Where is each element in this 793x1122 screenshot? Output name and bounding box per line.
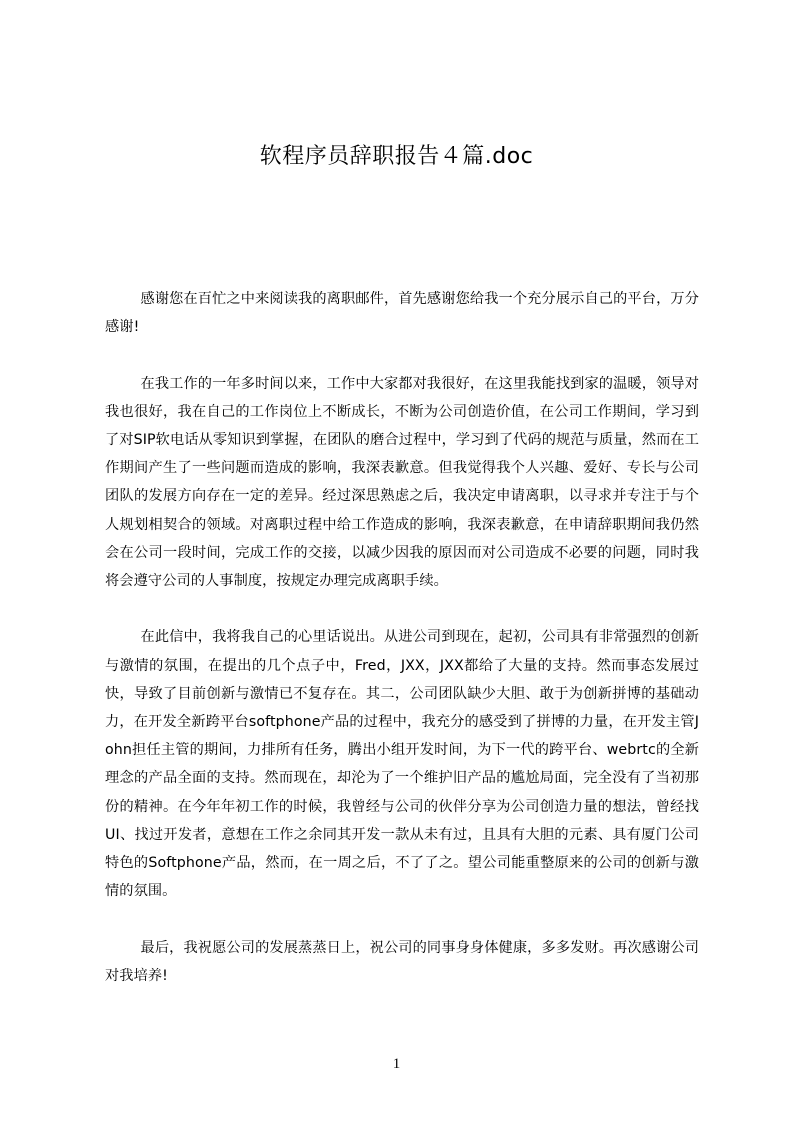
- paragraph-thanks: 感谢您在百忙之中来阅读我的离职邮件，首先感谢您给我一个充分展示自己的平台，万分感谢!: [105, 291, 699, 336]
- paragraph-closing-wishes: 最后，我祝愿公司的发展蒸蒸日上，祝公司的同事身身体健康，多多发财。再次感谢公司对我培养!: [105, 939, 699, 984]
- paragraph-company-culture: 在此信中，我将我自己的心里话说出。从进公司到现在，起初，公司具有非常强烈的创新与激情的氛围，在提出的几个点子中，Fred，JXX，JXX都给了大量的支持。然而事态发展过快，导致了目前创新与激情已不复存在。其二，公司团队缺少大胆、敢于为创新拼博的基础动力，在开发全新跨平台softphone产品的过程中，我充分的感受到了拼博的力量，在开发主管John担任主管的期间，力排所有任务，腾出小组开发时间，为下一代的跨平台、webrtc的全新理念的产品全面的支持。然而现在，却沦为了一个维护旧产品的尴尬局面，完全没有了当初那份的精神。在今年年初工作的时候，我曾经与公司的伙伴分享为公司创造力量的想法，曾经找UI、找过开发者，意想在工作之余同其开发一款从未有过，且具有大胆的元素、具有厦门公司特色的Softphone产品，然而，在一周之后，不了了之。望公司能重整原来的公司的创新与激情的氛围。: [105, 629, 699, 900]
- document-title: 软程序员辞职报告４篇.doc: [259, 144, 534, 169]
- paragraph-work-experience: 在我工作的一年多时间以来，工作中大家都对我很好，在这里我能找到家的温暖，领导对我也很好，我在自己的工作岗位上不断成长，不断为公司创造价值，在公司工作期间，学习到了对SIP软电话从零知识到掌握，在团队的磨合过程中，学习到了代码的规范与质量，然而在工作期间产生了一些问题而造成的影响，我深表歉意。但我觉得我个人兴趣、爱好、专长与公司团队的发展方向存在一定的差异。经过深思熟虑之后，我决定申请离职，以寻求并专注于与个人规划相契合的领域。对离职过程中给工作造成的影响，我深表歉意，在申请辞职期间我仍然会在公司一段时间，完成工作的交接，以减少因我的原因而对公司造成不必要的问题，同时我将会遵守公司的人事制度，按规定办理完成离职手续。: [105, 375, 699, 590]
- document-body: [105, 285, 699, 990]
- page-number: 1: [392, 1056, 401, 1072]
